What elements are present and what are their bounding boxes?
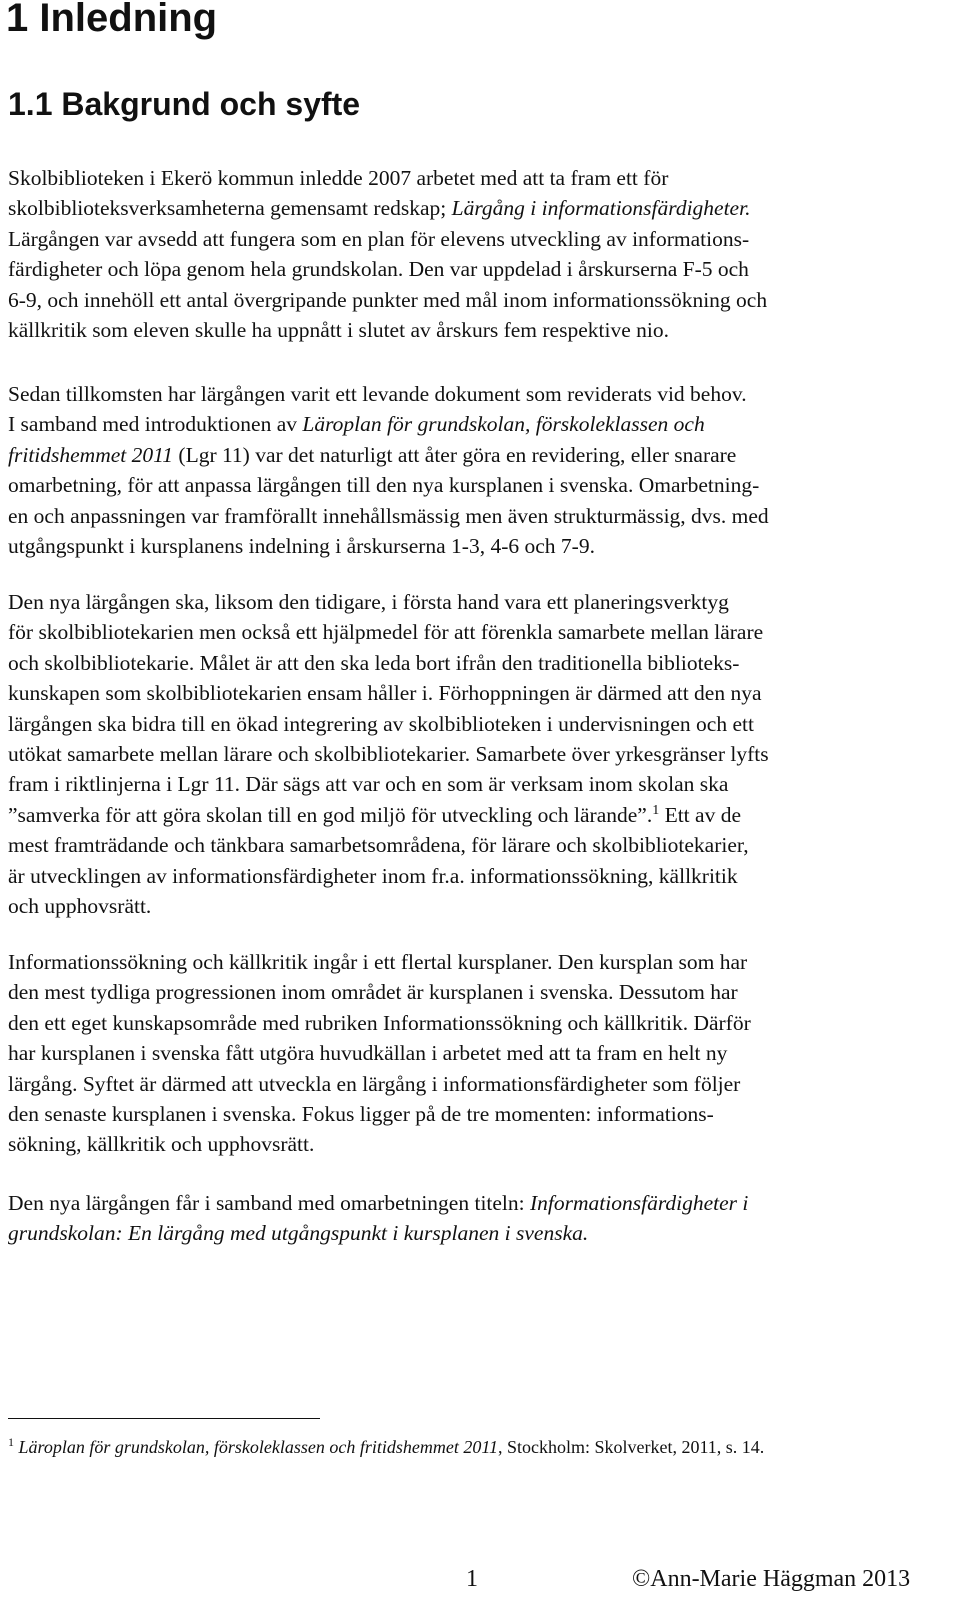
text-line: omarbetning, för att anpassa lärgången till den nya kursplanen i svenska. Omarbetning- [8, 473, 760, 498]
paragraph-purpose [8, 587, 769, 921]
text-line [8, 193, 767, 223]
paragraph-background [8, 163, 767, 345]
text-run: I samband med introduktionen av [8, 412, 303, 437]
text-line: Sedan tillkomsten har lärgången varit ett levande dokument som reviderats vid behov. [8, 382, 747, 406]
text-line [8, 440, 769, 470]
footnote-source-details: , Stockholm: Skolverket, 2011, s. 14. [497, 1437, 765, 1457]
footnote-number: 1 [8, 1435, 14, 1449]
page-number: 1 [466, 1566, 478, 1592]
chapter-heading: 1 Inledning [6, 0, 218, 40]
text-line: mest framträdande och tänkbara samarbetsområdena, för lärare och skolbibliotekarier, [8, 833, 749, 858]
text-line: färdigheter och löpa genom hela grundskolan. Den var uppdelad i årskurserna F-5 och [8, 257, 749, 282]
text-line [8, 800, 769, 830]
text-line: den ett eget kunskapsområde med rubriken Informationssökning och källkritik. Därför [8, 1010, 751, 1035]
text-line [8, 1188, 748, 1218]
text-run: Ett av de [659, 802, 741, 827]
text-line: 6-9, och innehöll ett antal övergripande punkter med mål inom informationssökning och [8, 287, 768, 312]
paragraph-curriculum [8, 947, 751, 1160]
text-run: skolbiblioteksverksamheterna gemensamt redskap; [8, 196, 452, 221]
text-line: Skolbiblioteken i Ekerö kommun inledde 2007 arbetet med att ta fram ett för [8, 166, 669, 190]
paragraph-title [8, 1188, 748, 1249]
text-line: har kursplanen i svenska fått utgöra huvudkällan i arbetet med att ta fram en helt ny [8, 1041, 728, 1066]
footnote-reference[interactable]: 1 [652, 802, 660, 818]
footnote-source-title: Läroplan för grundskolan, förskoleklassen och fritidshemmet 2011 [18, 1437, 498, 1457]
text-line: sökning, källkritik och upphovsrätt. [8, 1132, 315, 1157]
text-line: fram i riktlinjerna i Lgr 11. Där sägs att var och en som är verksam inom skolan ska [8, 772, 729, 797]
document-title-italic: Lärgång i informationsfärdigheter. [451, 196, 751, 221]
text-line: Den nya lärgången ska, liksom den tidigare, i första hand vara ett planeringsverktyg [8, 590, 729, 614]
text-line: Informationssökning och källkritik ingår i ett flertal kursplaner. Den kursplan som har [8, 950, 748, 974]
quote-text: ”samverka för att göra skolan till en god miljö för utveckling och lärande”. [8, 802, 653, 827]
text-line: är utvecklingen av informationsfärdigheter inom fr.a. informationssökning, källkritik [8, 863, 738, 888]
text-run: (Lgr 11) var det naturligt att åter göra en revidering, eller snarare [173, 442, 737, 467]
text-line: den mest tydliga progressionen inom området är kursplanen i svenska. Dessutom har [8, 980, 738, 1005]
text-line: kunskapen som skolbibliotekarien ensam håller i. Förhoppningen är därmed att den nya [8, 681, 762, 706]
new-title-italic: Informationsfärdigheter i [530, 1191, 749, 1215]
section-heading: 1.1 Bakgrund och syfte [8, 86, 361, 122]
footnote [8, 1434, 764, 1460]
text-line: och upphovsrätt. [8, 894, 152, 919]
text-line: och skolbibliotekarie. Målet är att den ska leda bort ifrån den traditionella biblioteks- [8, 650, 740, 675]
text-line: utgångspunkt i kursplanens indelning i årskurserna 1-3, 4-6 och 7-9. [8, 534, 595, 559]
text-line: källkritik som eleven skulle ha uppnått i slutet av årskurs fem respektive nio. [8, 318, 669, 343]
text-line: en och anpassningen var framförallt innehållsmässig men även strukturmässig, dvs. med [8, 503, 769, 528]
curriculum-title-italic: fritidshemmet 2011 [8, 442, 174, 467]
text-line: utökat samarbete mellan lärare och skolbibliotekarier. Samarbete över yrkesgränser lyfts [8, 742, 769, 767]
footnote-separator [8, 1418, 320, 1419]
text-run: Den nya lärgången får i samband med omarbetningen titeln: [8, 1191, 531, 1215]
text-line [8, 409, 769, 439]
text-line: den senaste kursplanen i svenska. Fokus ligger på de tre momenten: informations- [8, 1102, 714, 1127]
text-line: för skolbibliotekarien men också ett hjälpmedel för att förenkla samarbete mellan lärare [8, 620, 764, 645]
copyright-notice: ©Ann-Marie Häggman 2013 [632, 1566, 911, 1592]
text-line: Lärgången var avsedd att fungera som en plan för elevens utveckling av informations- [8, 226, 750, 251]
paragraph-revision [8, 379, 769, 561]
curriculum-title-italic: Läroplan för grundskolan, förskoleklassen och [302, 412, 705, 437]
text-line: lärgång. Syftet är därmed att utveckla en lärgång i informationsfärdigheter som följer [8, 1071, 741, 1096]
text-line: lärgången ska bidra till en ökad integrering av skolbiblioteken i undervisningen och ett [8, 711, 754, 736]
new-title-italic: grundskolan: En lärgång med utgångspunkt i kursplanen i svenska. [8, 1221, 589, 1246]
